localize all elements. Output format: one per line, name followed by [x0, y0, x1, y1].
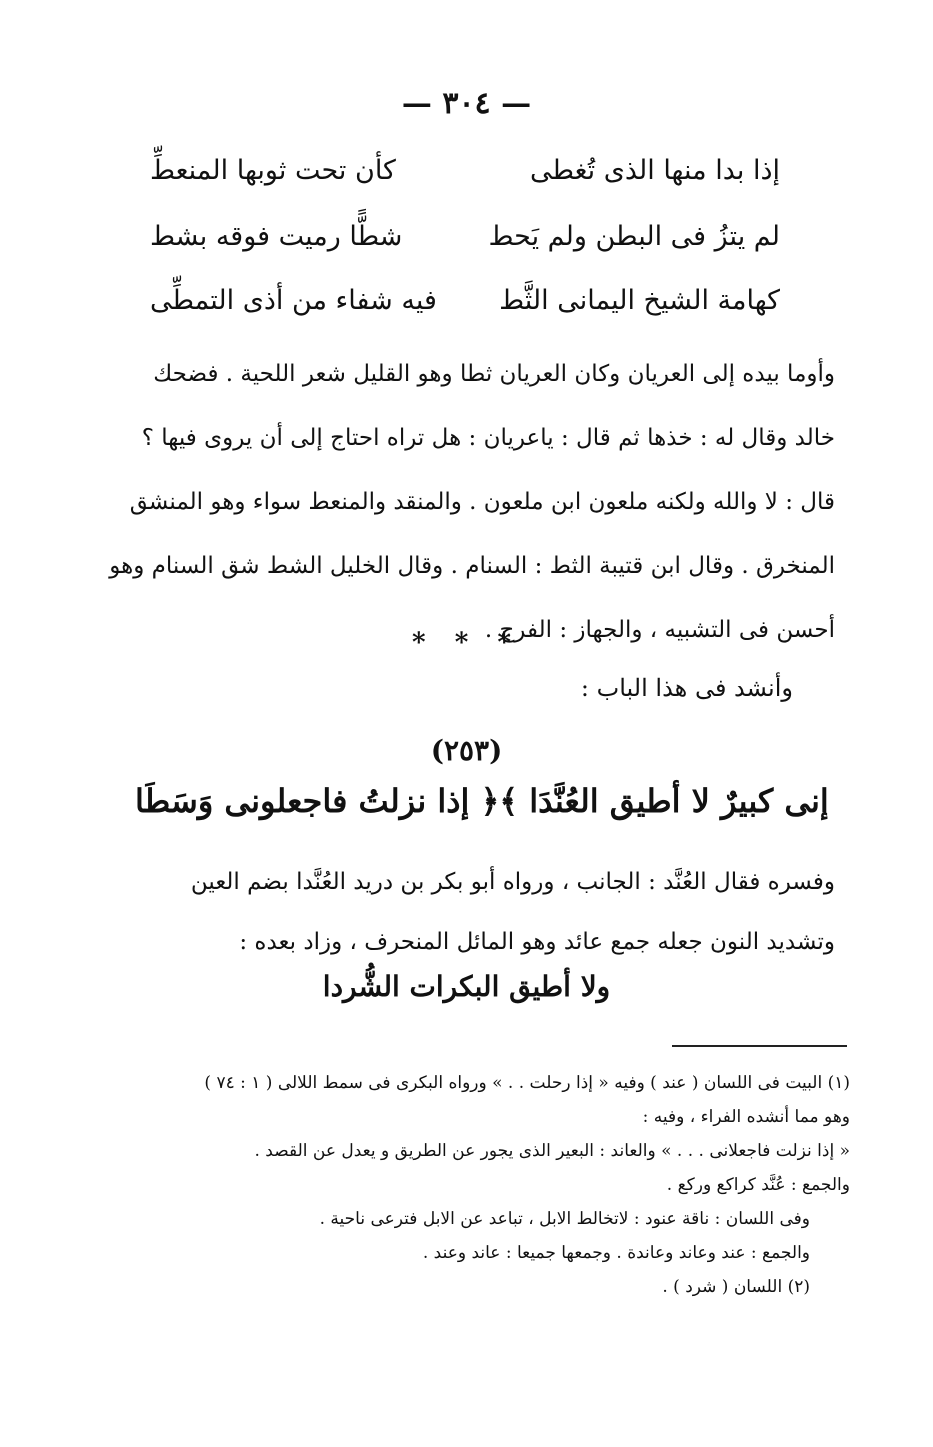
- footnote-line: وفى اللسان : ناقة عنود : لاتخالط الابل ، تباعد عن الابل فترعى ناحية .: [319, 1209, 810, 1229]
- section-separator: * * *: [412, 628, 521, 658]
- commentary-paragraph: [95, 852, 835, 972]
- prose-line: قال : لا والله ولكنه ملعون ابن ملعون . والمنقد والمنعط سواء وهو المنشق: [129, 489, 835, 515]
- verse-line: [150, 221, 780, 271]
- footnote-line: « إذا نزلت فاجعلانى . . . » والعاند : البعير الذى يجور عن الطريق و يعدل عن القصد .: [254, 1141, 850, 1161]
- prose-line: المنخرق . وقال ابن قتيبة الثط : السنام . وقال الخليل الشط شق السنام وهو: [109, 553, 835, 579]
- poem-number: (٢٥٣): [430, 734, 503, 767]
- verse-second-hemistich: إذا بدا منها الذى تُغطى: [529, 155, 780, 186]
- prose-line: وفسره فقال العُنَّد : الجانب ، ورواه أبو بكر بن دريد العُنَّدا بضم العين: [190, 869, 835, 895]
- main-verse-second-hemistich: إنى كبيرٌ لا أطيق العُنَّدَا ﴾: [499, 782, 829, 820]
- prose-line: وتشديد النون جعله جمع عائد وهو المائل المنحرف ، وزاد بعده :: [239, 929, 835, 955]
- verse-second-hemistich: لم يتزُ فى البطن ولم يَحط: [488, 221, 780, 252]
- prose-line: خالد وقال له : خذها ثم قال : ياعريان : هل تراه احتاج إلى أن يروى فيها ؟: [141, 425, 835, 451]
- verse-line: [150, 155, 780, 205]
- footnote-line: والجمع : عند وعاند وعاندة . وجمعها جميعا : عاند وعند .: [422, 1243, 810, 1263]
- verse-first-hemistich: كأن تحت ثوبها المنعطِّ: [150, 155, 396, 186]
- verse-first-hemistich: شطًّا رميت فوقه بشط: [150, 221, 403, 252]
- verse-first-hemistich: فيه شفاء من أذى التمطِّى: [150, 285, 437, 316]
- footnote-line: (١) البيت فى اللسان ( عند ) وفيه « إذا رحلت . . » ورواه البكرى فى سمط اللالى ( ١ : ٧٤ ): [204, 1073, 850, 1093]
- prose-paragraph: [90, 342, 835, 662]
- footnotes: [90, 1066, 850, 1304]
- main-verse-first-hemistich: ﴿ إذا نزلتُ فاجعلونى وَسَطَا: [135, 782, 500, 820]
- footnote-line: (٢) اللسان ( شرد ) .: [662, 1277, 810, 1297]
- section-intro: وأنشد فى هذا الباب :: [580, 674, 793, 702]
- main-verse: [135, 782, 829, 842]
- verse-second-hemistich: كهامة الشيخ اليمانى الثَّط: [499, 285, 780, 316]
- page-number: — ٣٠٤ —: [401, 86, 532, 121]
- footnote-divider: [672, 1045, 847, 1047]
- prose-line: وأوما بيده إلى العريان وكان العريان ثطا وهو القليل شعر اللحية . فضحك: [153, 361, 835, 387]
- prose-line: أحسن فى التشبيه ، والجهاز : الفرج .: [484, 617, 835, 643]
- footnote-line: والجمع : عُنَّد كراكع وركع .: [666, 1175, 850, 1195]
- footnote-line: وهو مما أنشده الفراء ، وفيه :: [642, 1107, 850, 1127]
- added-verse: ولا أطيق البكرات الشُّردا: [322, 970, 611, 1003]
- verse-line: [150, 285, 780, 335]
